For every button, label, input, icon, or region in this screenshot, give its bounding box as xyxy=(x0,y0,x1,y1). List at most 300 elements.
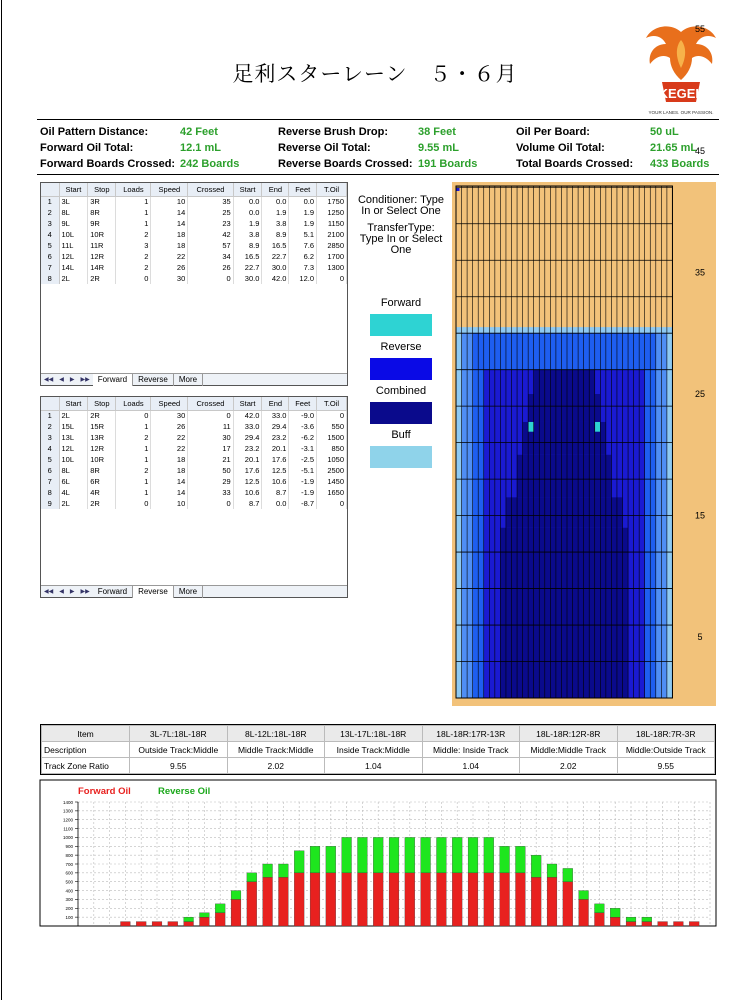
summary-row xyxy=(40,124,720,140)
table-cell[interactable]: 2R xyxy=(88,273,116,284)
summary-item xyxy=(516,142,720,154)
row-number: 2 xyxy=(41,421,59,432)
forward-oil-bar xyxy=(231,899,241,926)
table-cell[interactable]: 12.0 xyxy=(289,273,317,284)
table-cell[interactable]: 23 xyxy=(188,218,233,229)
table-cell[interactable]: 22 xyxy=(151,443,188,454)
table-cell[interactable]: 1650 xyxy=(317,487,347,498)
table-cell[interactable]: 42 xyxy=(188,229,233,240)
table-cell[interactable]: 14L xyxy=(59,262,88,273)
table-cell[interactable]: 18 xyxy=(151,240,188,251)
table-cell[interactable]: 1700 xyxy=(317,251,347,262)
track-zone-cell: 1.04 xyxy=(422,758,520,774)
table-cell[interactable]: 1.9 xyxy=(233,218,262,229)
table-cell[interactable]: 2 xyxy=(116,432,151,443)
sheet-tab[interactable]: More xyxy=(174,586,203,598)
table-row[interactable] xyxy=(41,262,347,273)
track-zone-cell: 3L-7L:18L-18R xyxy=(130,726,228,742)
reverse-oil-bar xyxy=(184,917,194,921)
summary-item xyxy=(278,126,516,138)
table-cell[interactable]: 8R xyxy=(88,207,116,218)
tab-scroll-icon[interactable]: ◀◀ xyxy=(44,589,54,595)
table-cell[interactable]: 0.0 xyxy=(262,498,289,509)
summary-value: 12.1 mL xyxy=(180,142,221,154)
table-cell[interactable]: 1.9 xyxy=(289,207,317,218)
table-cell[interactable]: 12.5 xyxy=(233,476,262,487)
forward-oil-bar xyxy=(310,873,320,926)
table-cell[interactable]: 14 xyxy=(151,476,188,487)
sheet-tab[interactable]: Reverse xyxy=(133,374,174,386)
row-number: 6 xyxy=(41,251,59,262)
table-cell[interactable]: 33 xyxy=(188,487,233,498)
table-cell[interactable]: 3R xyxy=(88,196,116,207)
table-cell[interactable]: 0 xyxy=(116,273,151,284)
table-cell[interactable]: 7.6 xyxy=(289,240,317,251)
table-cell[interactable]: 10 xyxy=(151,498,188,509)
column-header: Start xyxy=(233,397,262,410)
legend-forward-oil: Forward Oil xyxy=(78,786,131,797)
table-cell[interactable]: 8.9 xyxy=(233,240,262,251)
table-row[interactable] xyxy=(41,487,347,498)
tab-scroll-icon[interactable]: ▶▶ xyxy=(80,589,90,595)
table-cell[interactable]: -8.7 xyxy=(289,498,317,509)
column-header: End xyxy=(262,183,289,196)
table-cell[interactable]: 26 xyxy=(188,262,233,273)
tab-scroll-icon[interactable]: ◀ xyxy=(59,377,64,383)
table-row[interactable] xyxy=(41,251,347,262)
track-zone-cell: 18L-18R:17R-13R xyxy=(422,726,520,742)
column-header: Start xyxy=(59,183,88,196)
table-cell[interactable]: 12.5 xyxy=(262,465,289,476)
forward-oil-bar xyxy=(184,922,194,926)
forward-oil-bar xyxy=(200,917,210,926)
reverse-oil-bar xyxy=(563,868,573,881)
table-cell[interactable]: 1.9 xyxy=(289,218,317,229)
table-cell[interactable]: 1 xyxy=(116,207,151,218)
table-cell[interactable]: 14R xyxy=(88,262,116,273)
table-cell[interactable]: 5.1 xyxy=(289,229,317,240)
column-header: Stop xyxy=(88,183,116,196)
track-zone-cell: Inside Track:Middle xyxy=(325,742,423,758)
table-cell[interactable]: 2 xyxy=(116,251,151,262)
table-cell[interactable]: 2 xyxy=(116,229,151,240)
y-tick-label: 300 xyxy=(65,897,73,903)
table-cell[interactable]: 29 xyxy=(188,476,233,487)
table-cell[interactable]: 2L xyxy=(59,273,88,284)
table-cell[interactable]: 1050 xyxy=(317,454,347,465)
forward-oil-bar xyxy=(563,882,573,926)
forward-oil-bar xyxy=(484,873,494,926)
left-border-line xyxy=(1,0,2,1000)
forward-oil-bar xyxy=(689,922,699,926)
table-cell[interactable]: 13R xyxy=(88,432,116,443)
table-row[interactable] xyxy=(41,273,347,284)
table-cell[interactable]: 6L xyxy=(59,476,88,487)
table-cell[interactable]: -1.9 xyxy=(289,476,317,487)
table-cell[interactable]: 2R xyxy=(88,410,116,421)
table-cell[interactable]: 3.8 xyxy=(233,229,262,240)
table-cell[interactable]: 1 xyxy=(116,443,151,454)
legend-swatch xyxy=(370,446,432,468)
column-header: Start xyxy=(59,397,88,410)
table-cell[interactable]: -3.1 xyxy=(289,443,317,454)
table-row[interactable] xyxy=(41,196,347,207)
table-cell[interactable]: 2500 xyxy=(317,465,347,476)
table-cell[interactable]: 23.2 xyxy=(262,432,289,443)
y-tick-label: 500 xyxy=(65,879,73,885)
row-number: 5 xyxy=(41,454,59,465)
forward-oil-bar xyxy=(658,922,668,926)
table-cell[interactable]: 30 xyxy=(151,273,188,284)
table-cell[interactable]: 16.5 xyxy=(262,240,289,251)
forward-oil-bar xyxy=(263,877,273,926)
table-cell[interactable]: 0.0 xyxy=(262,196,289,207)
forward-tabbar xyxy=(41,373,347,385)
distance-label: 55 xyxy=(694,24,706,35)
reverse-oil-bar xyxy=(579,891,589,900)
table-cell[interactable]: 10.6 xyxy=(233,487,262,498)
table-cell[interactable]: 26 xyxy=(151,262,188,273)
forward-oil-bar xyxy=(294,873,304,926)
y-tick-label: 200 xyxy=(65,906,73,912)
forward-oil-bar xyxy=(405,873,415,926)
table-cell[interactable]: 0 xyxy=(116,498,151,509)
summary-value: 9.55 mL xyxy=(418,142,459,154)
table-row[interactable] xyxy=(41,207,347,218)
table-cell[interactable]: 30.0 xyxy=(262,262,289,273)
table-cell[interactable]: 17 xyxy=(188,443,233,454)
table-cell[interactable]: 30 xyxy=(188,432,233,443)
table-cell[interactable]: 0 xyxy=(188,273,233,284)
track-zone-cell: Middle:Middle Track xyxy=(520,742,618,758)
table-row[interactable] xyxy=(41,454,347,465)
table-cell[interactable]: 9R xyxy=(88,218,116,229)
table-cell[interactable]: -1.9 xyxy=(289,487,317,498)
sheet-tab[interactable]: Forward xyxy=(93,586,133,598)
tab-scroll-icon[interactable]: ▶ xyxy=(69,589,75,595)
table-cell[interactable]: 2L xyxy=(59,498,88,509)
table-cell[interactable]: 14 xyxy=(151,207,188,218)
forward-oil-bar xyxy=(452,873,462,926)
table-cell[interactable]: -9.0 xyxy=(289,410,317,421)
table-row[interactable] xyxy=(41,421,347,432)
table-cell[interactable]: 550 xyxy=(317,421,347,432)
table-cell[interactable]: 10L xyxy=(59,454,88,465)
tab-scroll-icon[interactable]: ◀◀ xyxy=(44,377,54,383)
forward-oil-bar xyxy=(121,922,131,926)
table-cell[interactable]: 12R xyxy=(88,251,116,262)
table-cell[interactable]: 2 xyxy=(116,262,151,273)
sheet-tab[interactable]: Forward xyxy=(93,374,133,386)
table-cell[interactable]: -5.1 xyxy=(289,465,317,476)
table-row[interactable] xyxy=(41,443,347,454)
sheet-tab[interactable]: Reverse xyxy=(133,586,174,598)
tab-scroll-icon[interactable]: ▶ xyxy=(69,377,75,383)
table-cell[interactable]: 1 xyxy=(116,218,151,229)
forward-oil-bar xyxy=(152,922,162,926)
table-cell[interactable]: 10 xyxy=(151,196,188,207)
sheet-tab[interactable]: More xyxy=(174,374,203,386)
table-cell[interactable]: 20.1 xyxy=(262,443,289,454)
column-header: Start xyxy=(233,183,262,196)
table-cell[interactable]: 1250 xyxy=(317,207,347,218)
forward-oil-bar xyxy=(358,873,368,926)
summary-label: Total Boards Crossed: xyxy=(516,158,634,170)
table-cell[interactable]: 22 xyxy=(151,251,188,262)
table-cell[interactable]: 6R xyxy=(88,476,116,487)
table-cell[interactable]: 12R xyxy=(88,443,116,454)
table-cell[interactable]: 7.3 xyxy=(289,262,317,273)
table-cell[interactable]: 8.9 xyxy=(262,229,289,240)
table-cell[interactable]: 1450 xyxy=(317,476,347,487)
oil-region-combined xyxy=(506,497,623,527)
table-cell[interactable]: 13L xyxy=(59,432,88,443)
reverse-tabbar xyxy=(41,585,347,597)
pattern-summary xyxy=(40,124,720,172)
table-cell[interactable]: 1.9 xyxy=(262,207,289,218)
summary-bottom-rule xyxy=(37,174,719,175)
table-cell[interactable]: 2L xyxy=(59,410,88,421)
table-cell[interactable]: 15R xyxy=(88,421,116,432)
table-cell[interactable]: 850 xyxy=(317,443,347,454)
summary-label: Volume Oil Total: xyxy=(516,142,605,154)
reverse-oil-bar xyxy=(468,837,478,872)
table-cell[interactable]: -3.6 xyxy=(289,421,317,432)
table-cell[interactable]: 18 xyxy=(151,465,188,476)
summary-top-rule xyxy=(37,119,719,120)
table-cell[interactable]: 8.7 xyxy=(262,487,289,498)
table-cell[interactable]: 0.0 xyxy=(233,196,262,207)
page-title: 足利スターレーン ５・６月 xyxy=(232,62,518,86)
table-cell[interactable]: 1750 xyxy=(317,196,347,207)
table-cell[interactable]: 10L xyxy=(59,229,88,240)
table-cell[interactable]: 30.0 xyxy=(233,273,262,284)
distance-label: 45 xyxy=(694,145,706,156)
table-cell[interactable]: 22.7 xyxy=(233,262,262,273)
table-cell[interactable]: 8.7 xyxy=(233,498,262,509)
conditioner-select[interactable]: Conditioner: Type In or Select One xyxy=(357,194,445,217)
lane-marker xyxy=(457,188,460,191)
table-cell[interactable]: 14 xyxy=(151,487,188,498)
row-number: 8 xyxy=(41,273,59,284)
legend-label: Reverse xyxy=(380,341,422,353)
table-cell[interactable]: 3 xyxy=(116,240,151,251)
table-cell[interactable]: 12L xyxy=(59,251,88,262)
track-zone-cell: 1.04 xyxy=(325,758,423,774)
table-cell[interactable]: 29.4 xyxy=(262,421,289,432)
y-tick-label: 1400 xyxy=(62,799,73,805)
table-cell[interactable]: 57 xyxy=(188,240,233,251)
table-cell[interactable]: 9L xyxy=(59,218,88,229)
legend-reverse-oil: Reverse Oil xyxy=(158,786,211,797)
table-cell[interactable]: 33.0 xyxy=(233,421,262,432)
table-cell[interactable]: 23.2 xyxy=(233,443,262,454)
table-row[interactable] xyxy=(41,240,347,251)
summary-item xyxy=(40,126,278,138)
reverse-oil-bar xyxy=(531,855,541,877)
table-cell[interactable]: 0 xyxy=(188,410,233,421)
table-cell[interactable]: 42.0 xyxy=(233,410,262,421)
table-cell[interactable]: 2R xyxy=(88,498,116,509)
track-zone-cell: Track Zone Ratio xyxy=(42,758,130,774)
track-zone-row xyxy=(42,742,715,758)
table-row[interactable] xyxy=(41,465,347,476)
table-cell[interactable]: 35 xyxy=(188,196,233,207)
table-cell[interactable]: 2100 xyxy=(317,229,347,240)
table-cell[interactable]: 42.0 xyxy=(262,273,289,284)
summary-label: Reverse Boards Crossed: xyxy=(278,158,413,170)
table-cell[interactable]: 3L xyxy=(59,196,88,207)
column-header: Feet xyxy=(289,397,317,410)
table-cell[interactable]: 10R xyxy=(88,229,116,240)
table-cell[interactable]: 1 xyxy=(116,196,151,207)
reverse-oil-bar xyxy=(263,864,273,877)
reverse-oil-bar xyxy=(294,851,304,873)
reverse-oil-bar xyxy=(516,846,526,873)
y-tick-label: 1200 xyxy=(62,817,73,823)
table-cell[interactable]: 15L xyxy=(59,421,88,432)
forward-oil-bar xyxy=(389,873,399,926)
table-cell[interactable]: 0.0 xyxy=(289,196,317,207)
table-cell[interactable]: 11L xyxy=(59,240,88,251)
row-number: 7 xyxy=(41,476,59,487)
summary-label: Forward Oil Total: xyxy=(40,142,134,154)
table-cell[interactable]: 10.6 xyxy=(262,476,289,487)
reverse-oil-bar xyxy=(595,904,605,913)
summary-item xyxy=(278,142,516,154)
table-cell[interactable]: 1500 xyxy=(317,432,347,443)
summary-item xyxy=(40,158,278,170)
table-cell[interactable]: 17.6 xyxy=(262,454,289,465)
table-cell[interactable]: 1 xyxy=(116,421,151,432)
oil-region-combined xyxy=(517,455,611,498)
forward-oil-bar xyxy=(168,922,178,926)
table-cell[interactable]: 4R xyxy=(88,487,116,498)
reverse-oil-bar xyxy=(326,846,336,873)
table-cell[interactable]: 1 xyxy=(116,454,151,465)
table-cell[interactable]: 1300 xyxy=(317,262,347,273)
distance-label: 15 xyxy=(694,510,706,521)
table-cell[interactable]: 8L xyxy=(59,207,88,218)
row-number: 1 xyxy=(41,410,59,421)
column-header: T.Oil xyxy=(317,183,347,196)
table-cell[interactable]: 0 xyxy=(188,498,233,509)
forward-oil-bar xyxy=(674,922,684,926)
forward-oil-bar xyxy=(547,877,557,926)
table-cell[interactable]: 18 xyxy=(151,454,188,465)
table-corner xyxy=(41,183,59,196)
track-zone-cell: 2.02 xyxy=(227,758,325,774)
table-row[interactable] xyxy=(41,229,347,240)
table-cell[interactable]: -2.5 xyxy=(289,454,317,465)
table-row[interactable] xyxy=(41,410,347,421)
table-row[interactable] xyxy=(41,432,347,443)
table-cell[interactable]: 20.1 xyxy=(233,454,262,465)
row-number: 2 xyxy=(41,207,59,218)
transfer-type-select[interactable]: TransferType: Type In or Select One xyxy=(359,222,443,256)
table-cell[interactable]: 1 xyxy=(116,476,151,487)
row-number: 3 xyxy=(41,432,59,443)
forward-oil-bar xyxy=(595,913,605,926)
reverse-oil-table xyxy=(40,396,348,598)
column-header: End xyxy=(262,397,289,410)
table-cell[interactable]: 11 xyxy=(188,421,233,432)
table-cell[interactable]: 12L xyxy=(59,443,88,454)
table-cell[interactable]: 11R xyxy=(88,240,116,251)
forward-oil-table xyxy=(40,182,348,386)
kegel-logo xyxy=(640,22,722,118)
track-zone-cell: Middle:Outside Track xyxy=(617,742,715,758)
table-cell[interactable]: 26 xyxy=(151,421,188,432)
forward-oil-bar xyxy=(279,877,289,926)
table-cell[interactable]: 2 xyxy=(116,465,151,476)
table-cell[interactable]: 0 xyxy=(317,498,347,509)
legend-item xyxy=(354,430,448,468)
table-cell[interactable]: 2850 xyxy=(317,240,347,251)
distance-label: 25 xyxy=(694,389,706,399)
forward-marker xyxy=(528,422,534,432)
table-cell[interactable]: 1 xyxy=(116,487,151,498)
table-cell[interactable]: 21 xyxy=(188,454,233,465)
y-tick-label: 900 xyxy=(65,844,73,850)
table-row[interactable] xyxy=(41,218,347,229)
table-cell[interactable]: 18 xyxy=(151,229,188,240)
table-cell[interactable]: 22 xyxy=(151,432,188,443)
column-header: Stop xyxy=(88,397,116,410)
forward-oil-bar xyxy=(626,922,636,926)
table-cell[interactable]: 16.5 xyxy=(233,251,262,262)
table-cell[interactable]: 33.0 xyxy=(262,410,289,421)
table-cell[interactable]: 1150 xyxy=(317,218,347,229)
table-row[interactable] xyxy=(41,498,347,509)
summary-label: Reverse Brush Drop: xyxy=(278,126,389,138)
reverse-oil-bar xyxy=(247,873,257,882)
table-cell[interactable]: 0 xyxy=(317,273,347,284)
table-cell[interactable]: 17.6 xyxy=(233,465,262,476)
table-cell[interactable]: 0 xyxy=(116,410,151,421)
table-cell[interactable]: 4L xyxy=(59,487,88,498)
table-cell[interactable]: 29.4 xyxy=(233,432,262,443)
table-cell[interactable]: 22.7 xyxy=(262,251,289,262)
summary-value: 38 Feet xyxy=(418,126,456,138)
summary-row xyxy=(40,156,720,172)
table-row[interactable] xyxy=(41,476,347,487)
table-cell[interactable]: 30 xyxy=(151,410,188,421)
table-cell[interactable]: 8L xyxy=(59,465,88,476)
forward-oil-bar xyxy=(516,873,526,926)
table-cell[interactable]: 14 xyxy=(151,218,188,229)
tab-scroll-icon[interactable]: ◀ xyxy=(59,589,64,595)
table-cell[interactable]: 25 xyxy=(188,207,233,218)
reverse-oil-bar xyxy=(437,837,447,872)
row-number: 4 xyxy=(41,443,59,454)
legend-item xyxy=(354,342,448,380)
table-cell[interactable]: 50 xyxy=(188,465,233,476)
table-cell[interactable]: 34 xyxy=(188,251,233,262)
table-cell[interactable]: 0.0 xyxy=(233,207,262,218)
column-header: Loads xyxy=(116,397,151,410)
tab-scroll-icon[interactable]: ▶▶ xyxy=(80,377,90,383)
table-cell[interactable]: 8R xyxy=(88,465,116,476)
table-cell[interactable]: 6.2 xyxy=(289,251,317,262)
table-cell[interactable]: 0 xyxy=(317,410,347,421)
table-cell[interactable]: 3.8 xyxy=(262,218,289,229)
row-number: 5 xyxy=(41,240,59,251)
reverse-oil-bar xyxy=(610,908,620,917)
distance-label: 35 xyxy=(694,267,706,278)
table-cell[interactable]: -6.2 xyxy=(289,432,317,443)
table-cell[interactable]: 10R xyxy=(88,454,116,465)
